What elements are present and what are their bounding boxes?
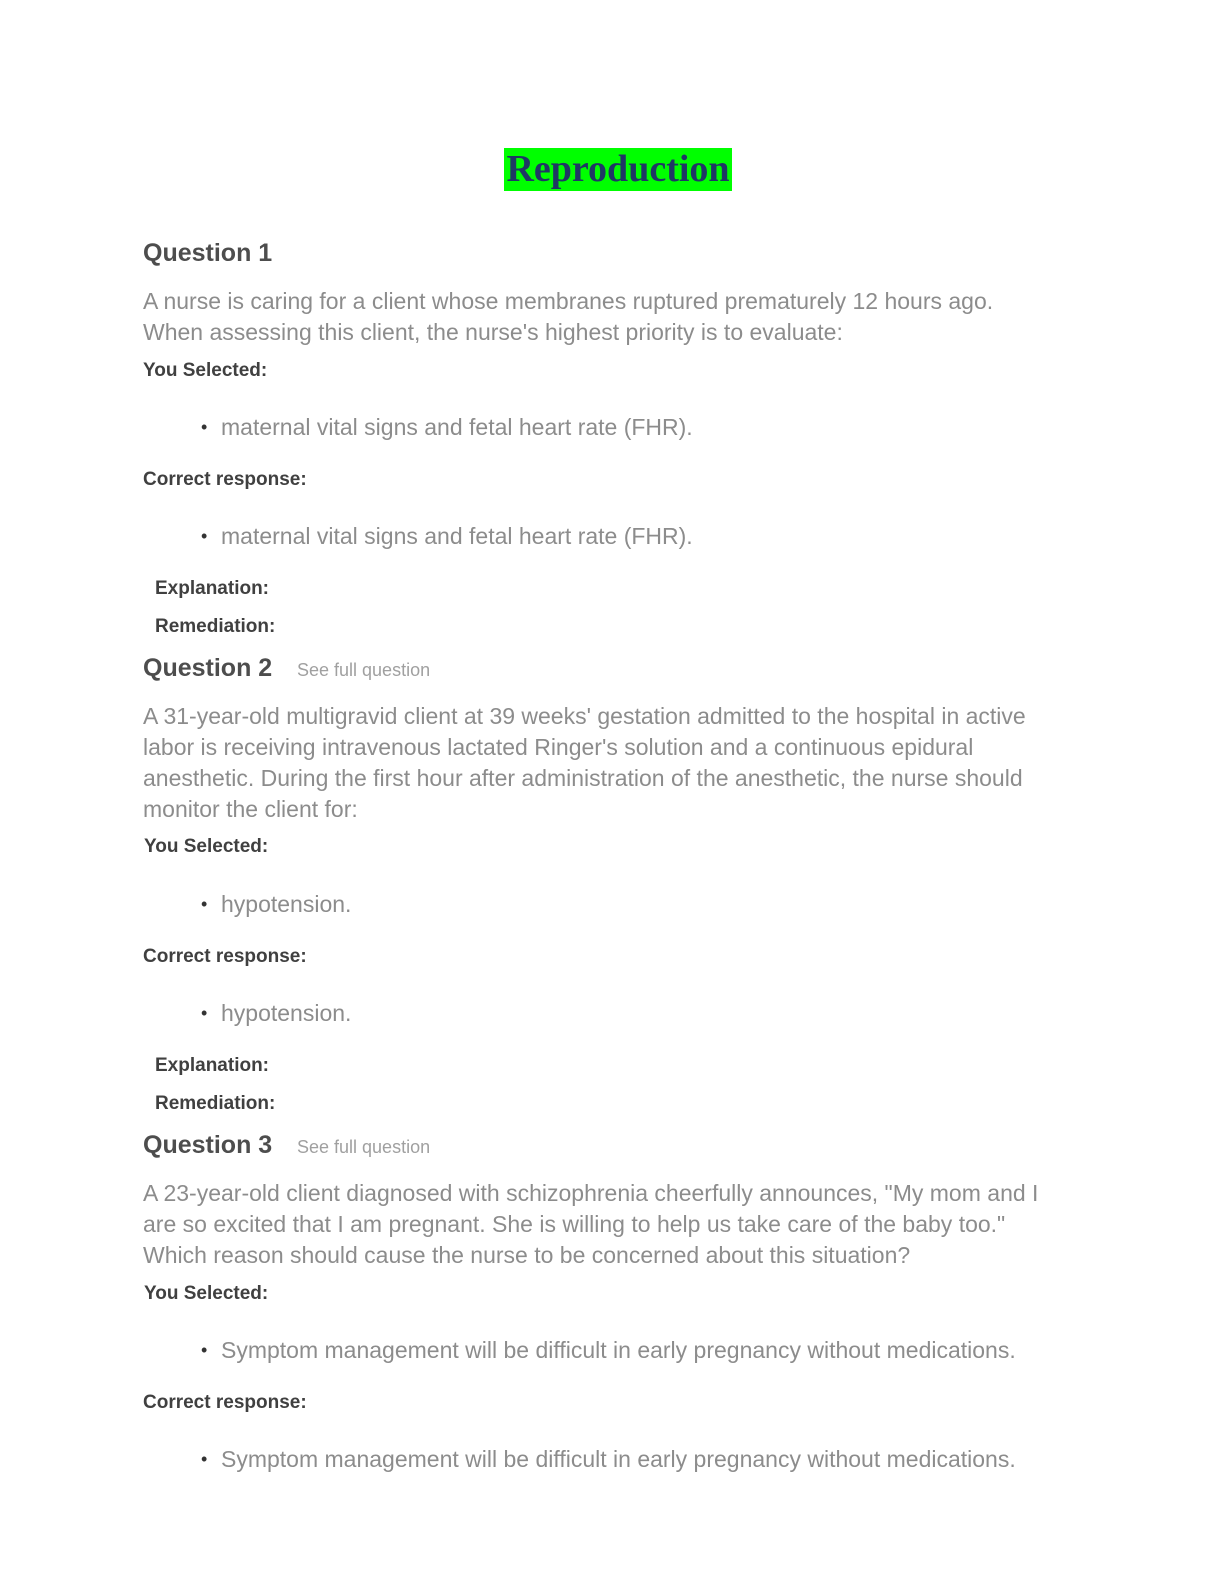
question-1-text-line-1: A nurse is caring for a client whose membranes ruptured prematurely 12 hours ago. <box>143 288 994 314</box>
question-2-text-line-1: A 31-year-old multigravid client at 39 weeks' gestation admitted to the hospital in active <box>143 703 1026 729</box>
bullet-icon: • <box>201 417 208 437</box>
question-3-text-line-1: A 23-year-old client diagnosed with schizophrenia cheerfully announces, "My mom and I <box>143 1180 1039 1206</box>
question-3-text-line-2: are so excited that I am pregnant. She is willing to help us take care of the baby too." <box>143 1211 1006 1237</box>
bullet-icon: • <box>201 1449 208 1469</box>
question-3-heading: Question 3 <box>143 1131 273 1159</box>
bullet-icon: • <box>201 1340 208 1360</box>
question-2-correct-answer: hypotension. <box>221 1000 352 1026</box>
question-2-correct-response-label: Correct response: <box>143 946 307 967</box>
question-2-text-line-2: labor is receiving intravenous lactated Ringer's solution and a continuous epidural <box>143 734 974 760</box>
question-2-remediation-label: Remediation: <box>155 1093 276 1114</box>
question-3-you-selected-label: You Selected: <box>144 1283 269 1304</box>
question-1-correct-answer: maternal vital signs and fetal heart rate (FHR). <box>221 523 693 549</box>
page-title: Reproduction <box>506 148 730 190</box>
question-1-text-line-2: When assessing this client, the nurse's highest priority is to evaluate: <box>143 319 843 345</box>
bullet-icon: • <box>201 894 208 914</box>
title-wrapper <box>0 148 1224 191</box>
question-3-correct-answer: Symptom management will be difficult in early pregnancy without medications. <box>221 1446 1016 1472</box>
question-2-see-full-link[interactable]: See full question <box>297 660 431 680</box>
question-2-text-line-4: monitor the client for: <box>143 796 358 822</box>
question-1-explanation-label: Explanation: <box>155 578 270 599</box>
question-1-you-selected-label: You Selected: <box>143 360 268 381</box>
question-2-heading: Question 2 <box>143 654 273 682</box>
question-2-you-selected-label: You Selected: <box>144 836 269 857</box>
question-1-selected-answer: maternal vital signs and fetal heart rate (FHR). <box>221 414 693 440</box>
question-2-selected-answer: hypotension. <box>221 891 352 917</box>
question-3-correct-response-label: Correct response: <box>143 1392 307 1413</box>
question-1-remediation-label: Remediation: <box>155 616 276 637</box>
question-1-heading: Question 1 <box>143 239 273 267</box>
question-1-correct-response-label: Correct response: <box>143 469 307 490</box>
bullet-icon: • <box>201 1003 208 1023</box>
question-2-explanation-label: Explanation: <box>155 1055 270 1076</box>
question-3-see-full-link[interactable]: See full question <box>297 1137 431 1157</box>
bullet-icon: • <box>201 526 208 546</box>
question-3-selected-answer: Symptom management will be difficult in early pregnancy without medications. <box>221 1337 1016 1363</box>
question-2-text-line-3: anesthetic. During the first hour after administration of the anesthetic, the nurse should <box>143 765 1023 791</box>
question-3-text-line-3: Which reason should cause the nurse to be concerned about this situation? <box>143 1242 911 1268</box>
